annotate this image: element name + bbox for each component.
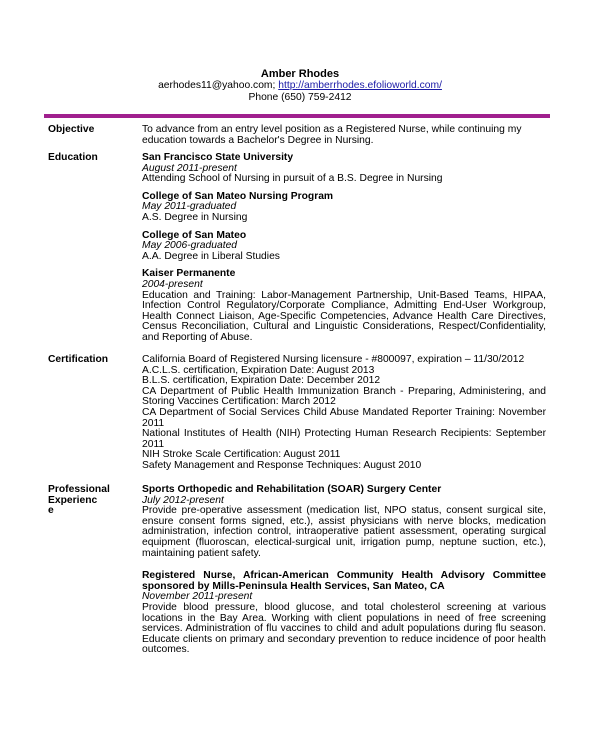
certification-item: California Board of Registered Nursing licensure - #800097, expiration – 11/30/2012 [142,354,525,365]
education-section [48,153,568,344]
school-detail: A.A. Degree in Liberal Studies [142,250,280,262]
job-detail: Provide blood pressure, blood glucose, and total cholesterol screening at various locations in the Bay Area. Working with client populations in need of free screening services. Administration of flu vaccines to child and adult populations during flu season. Educate clients on primary and secondary prevention to reduce incidence of poor health outcomes. [142,601,546,656]
certification-item: National Institutes of Health (NIH) Protecting Human Research Recipients: September 2011 [142,428,546,450]
phone-text: Phone (650) 759-2412 [248,92,352,103]
education-entry [142,192,546,224]
objective-text: To advance from an entry level position as a Registered Nurse, while continuing my education towards a Bachelor's Degree in Nursing. [142,124,522,146]
school-name: College of San Mateo Nursing Program [142,190,334,202]
certification-list [142,355,546,472]
resume-header [0,68,600,104]
job-dates: November 2011-present [142,591,253,603]
header-divider [44,114,550,118]
section-label-education: Education [48,152,98,163]
job-dates: July 2012-present [142,494,224,506]
school-name: College of San Mateo [142,229,247,241]
school-name: Kaiser Permanente [142,268,236,280]
website-link[interactable]: http://amberrhodes.efolioworld.com/ [278,80,442,91]
education-entry [142,231,546,263]
school-name: San Francisco State University [142,152,294,163]
email-text: aerhodes11@yahoo.com; [158,80,276,91]
section-label-experience: Professional Experienc e [48,484,110,517]
certification-item: B.L.S. certification, Expiration Date: December 2012 [142,375,381,387]
objective-section [48,125,568,146]
experience-section [48,485,568,656]
section-label-certification: Certification [48,354,109,365]
certification-section [48,355,568,472]
section-label-objective: Objective [48,124,95,135]
candidate-name: Amber Rhodes [260,68,340,80]
certification-item: A.C.L.S. certification, Expiration Date: August 2013 [142,364,375,376]
job-entry [142,571,546,656]
education-entries [142,153,546,344]
school-detail: A.S. Degree in Nursing [142,211,248,223]
experience-entries [142,485,546,656]
education-entry [142,153,546,185]
school-dates: May 2011-graduated [142,201,237,213]
certification-item: CA Department of Social Services Child Abuse Mandated Reporter Training: November 2011 [142,406,546,429]
job-detail: Provide pre-operative assessment (medication list, NPO status, consent surgical site, ensure consent forms signed, etc.), assist physicians with nerve blocks, medication administration, infection control, intraoperative patient assessment, operating surgical equipment (fluoroscan, electical-surgical unit, irrigation pump, neptune suction, etc.), maintaining patient safety. [142,505,546,559]
certification-item: CA Department of Public Health Immunization Branch - Preparing, Administering, and Storing Vaccines Certification: March 2012 [142,385,546,408]
contact-line [0,80,600,92]
certification-item: Safety Management and Response Techniques: August 2010 [142,459,422,471]
job-title: Registered Nurse, African-American Community Health Advisory Committee sponsored by Mills-Peninsula Health Services, San Mateo, CA [142,570,546,592]
school-dates: May 2006-graduated [142,240,238,252]
certification-item: NIH Stroke Scale Certification: August 2011 [142,449,341,461]
education-entry [142,269,546,343]
school-dates: 2004-present [142,278,203,290]
job-entry [142,485,546,559]
school-detail: Attending School of Nursing in pursuit of a B.S. Degree in Nursing [142,173,443,185]
job-title: Sports Orthopedic and Rehabilitation (SOAR) Surgery Center [142,484,442,495]
school-dates: August 2011-present [142,162,237,174]
school-detail: Education and Training: Labor-Management Partnership, Unit-Based Teams, HIPAA, Infection Control Regulatory/Corporate Compliance, Admitting End-User Workgroup, Health Connect Liaison, Age-Specific Competencies, Advance Health Care Directives, Census Reconciliation, Cultural and Linguistic Considerations, Respect/Confidentiality, and Reporting of Abuse. [142,289,546,343]
